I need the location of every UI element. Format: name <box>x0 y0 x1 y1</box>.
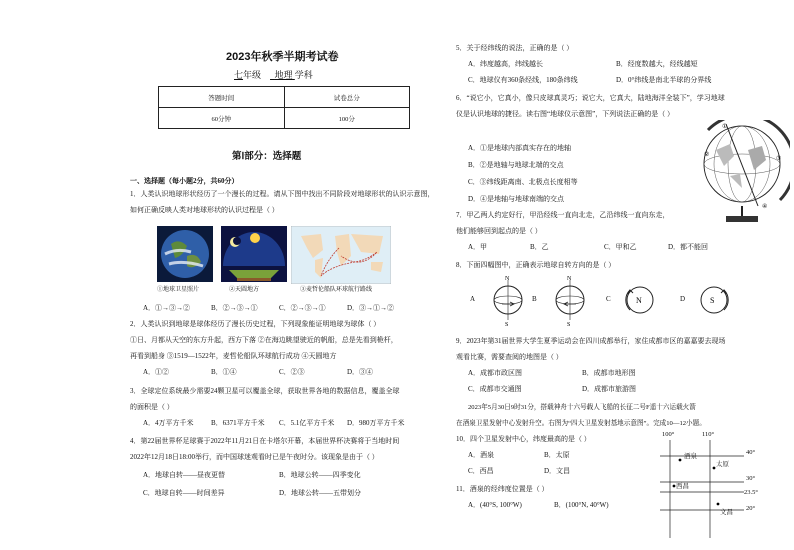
q4-line2: 2022年12月18日18:00举行，而中国球迷观看时已是午夜时分。该现象是由于（ ） <box>130 453 379 461</box>
q8-line1: 8．下面四幅图中，正确表示地球自转方向的是（ ） <box>456 261 616 269</box>
site-jiuquan: 酒泉 <box>684 453 697 460</box>
q3-option-d[interactable]: D．980万平方千米 <box>347 419 405 427</box>
q5-option-c[interactable]: C．地球仪有360条经线，180条纬线 <box>468 76 578 84</box>
q6-option-b[interactable]: B．②是地轴与地球北端的交点 <box>468 161 564 169</box>
svg-text:S: S <box>710 296 715 305</box>
q9-line1: 9．2023年第31届世界大学生夏季运动会在四川成都举行，家住成都市区的嘉嘉要去现场 <box>456 337 726 345</box>
grade-line: 七年级 地理 学科 <box>234 70 313 80</box>
q1-option-d[interactable]: D．③→①→② <box>347 304 395 312</box>
svg-text:②: ② <box>704 152 710 158</box>
q3-line2: 的面积是（ ） <box>130 403 174 411</box>
page-title: 2023年秋季半期考试卷 <box>226 51 339 63</box>
q1-option-b[interactable]: B．②→③→① <box>211 304 258 312</box>
q10-option-d[interactable]: D．文昌 <box>544 467 571 475</box>
q11-line1: 11．酒泉的经纬度位置是（ ） <box>456 485 549 493</box>
q2-line1: 2．人类认识到地球是球体经历了漫长历史过程，下列现象能证明地球为球体（ ） <box>130 320 381 328</box>
round-sky-square-earth-image <box>221 226 287 282</box>
map-lat-30: 30° <box>746 475 756 482</box>
svg-text:N: N <box>567 276 572 282</box>
svg-text:N: N <box>636 296 642 305</box>
q6-option-d[interactable]: D．④是地轴与地球南端的交点 <box>468 195 565 203</box>
answer-time-header: 答题时间 <box>159 87 285 108</box>
q2-line2: ①日、月都从天空的东方升起，西方下落 ②在海边眺望驶近的帆船，总是先看到桅杆， <box>130 336 398 344</box>
q7-line2: 他们能够回到起点的是（ ） <box>456 227 542 235</box>
q9-option-c[interactable]: C．成都市交通图 <box>468 385 522 393</box>
q4-option-b[interactable]: B．地球公转——四季变化 <box>279 471 361 479</box>
q1-option-c[interactable]: C．②→③→① <box>279 304 326 312</box>
site-wenchang: 文昌 <box>720 509 733 516</box>
q7-option-d[interactable]: D．都不能回 <box>668 243 709 251</box>
q9-option-d[interactable]: D．成都市旅游图 <box>582 385 637 393</box>
q3-option-a[interactable]: A．4万平方千米 <box>143 419 194 427</box>
svg-text:S: S <box>505 322 509 328</box>
section1-heading: 一、选择题（每小题2分，共60分） <box>130 177 239 185</box>
q10-option-c[interactable]: C．西昌 <box>468 467 494 475</box>
q1-line2: 如何正确反映人类对地球形状的认识过程是（ ） <box>130 206 279 214</box>
passage-line1: 2023年5月30日9时31分，搭载神舟十六号载人飞船的长征二号F遥十六运载火箭 <box>468 404 696 411</box>
q1-caption-1: ①地球卫星照片 <box>157 287 200 293</box>
site-taiyuan: 太原 <box>716 461 729 468</box>
part1-heading: 第Ⅰ部分：选择题 <box>232 151 302 162</box>
map-lon-100: 100° <box>662 431 675 438</box>
q2-option-a[interactable]: A．①② <box>143 368 170 376</box>
info-table <box>158 86 410 129</box>
rotation-diagrams <box>482 276 782 328</box>
map-lat-40: 40° <box>746 449 756 456</box>
diagram-label-a[interactable]: A <box>470 295 476 303</box>
svg-text:①: ① <box>722 124 728 130</box>
site-xichang: 西昌 <box>676 483 689 490</box>
diagram-label-c[interactable]: C <box>606 295 611 303</box>
answer-time-value: 60分钟 <box>159 108 285 129</box>
earth-satellite-image <box>157 226 213 282</box>
q3-line1: 3．全球定位系统最少需要24颗卫星可以覆盖全球，获取世界各地的数据信息，覆盖全球 <box>130 387 400 395</box>
q4-line1: 4．第22届世界杯足球赛于2022年11月21日在卡塔尔开幕，本届世界杯决赛将于当地时间 <box>130 437 400 445</box>
q6-line2: 仪是认识地球的捷径。读右图“地球仪示意图”，下列说法正确的是（ ） <box>456 110 674 118</box>
q4-option-c[interactable]: C．地球自转——时间差异 <box>143 489 225 497</box>
q11-option-b[interactable]: B．(100°N, 40°W) <box>554 501 609 509</box>
q9-option-a[interactable]: A．成都市政区图 <box>468 369 523 377</box>
q5-line1: 5．关于经纬线的说法，正确的是（ ） <box>456 44 574 52</box>
svg-text:④: ④ <box>762 204 768 210</box>
q1-caption-2: ②天圆地方 <box>229 287 260 293</box>
total-score-header: 试卷总分 <box>284 87 410 108</box>
q1-line1: 1．人类认识地球形状经历了一个漫长的过程。请从下图中找出不同阶段对地球形状的认识示意图， <box>130 190 435 198</box>
diagram-a <box>494 276 522 328</box>
svg-text:N: N <box>505 276 510 282</box>
q3-option-b[interactable]: B．6371平方千米 <box>211 419 265 427</box>
diagram-label-b[interactable]: B <box>532 295 537 303</box>
diagram-label-d[interactable]: D <box>680 295 686 303</box>
q11-option-a[interactable]: A．(40°S, 100°W) <box>468 501 522 509</box>
q10-option-a[interactable]: A．酒泉 <box>468 451 495 459</box>
q7-option-a[interactable]: A．甲 <box>468 243 488 251</box>
q2-option-c[interactable]: C．②③ <box>279 368 305 376</box>
q7-line1: 7．甲乙两人约定好行，甲沿经线一直向北走，乙沿纬线一直向东走， <box>456 211 670 219</box>
q6-option-a[interactable]: A．①是地球内部真实存在的地轴 <box>468 144 572 152</box>
q9-line2: 观看比赛，需要查阅的地图是（ ） <box>456 353 563 361</box>
q5-option-d[interactable]: D．0°纬线是南北半球的分界线 <box>616 76 712 84</box>
q4-option-d[interactable]: D．地球公转——五带划分 <box>279 489 362 497</box>
q5-option-b[interactable]: B．经度数越大，经线越短 <box>616 60 698 68</box>
q9-option-b[interactable]: B．成都市地形图 <box>582 369 636 377</box>
q1-caption-3: ③麦哲伦船队环球航行路线 <box>300 287 373 293</box>
q2-option-b[interactable]: B．①④ <box>211 368 237 376</box>
svg-text:S: S <box>567 322 571 328</box>
map-lat-23-5: 23.5° <box>744 489 758 496</box>
q7-option-b[interactable]: B．乙 <box>530 243 549 251</box>
map-lat-20: 20° <box>746 505 756 512</box>
map-lon-110: 110° <box>702 431 715 438</box>
svg-text:③: ③ <box>776 156 782 162</box>
passage-line2: 在酒泉卫星发射中心发射升空。右图为“四大卫星发射基地示意图”。完成10—12小题。 <box>456 420 706 427</box>
q5-option-a[interactable]: A．纬度越高，纬线越长 <box>468 60 544 68</box>
q6-line1: 6．“说它小，它真小，像只皮球真灵巧；说它大，它真大，陆地海洋全装下”，学习地球 <box>456 94 725 102</box>
magellan-route-map <box>291 226 391 284</box>
globe-figure <box>696 120 790 226</box>
q1-option-a[interactable]: A．①→③→② <box>143 304 191 312</box>
q3-option-c[interactable]: C．5.1亿平方千米 <box>279 419 335 427</box>
total-score-value: 100分 <box>284 108 410 129</box>
q10-option-b[interactable]: B．太原 <box>544 451 570 459</box>
q10-line1: 10．四个卫星发射中心，纬度最高的是（ ） <box>456 435 591 443</box>
q4-option-a[interactable]: A．地球自转——昼夜更替 <box>143 471 226 479</box>
q7-option-c[interactable]: C．甲和乙 <box>604 243 637 251</box>
q2-option-d[interactable]: D．③④ <box>347 368 374 376</box>
q2-line3: 再看到船身 ③1519—1522年，麦哲伦船队环球航行成功 ④天圆地方 <box>130 352 337 360</box>
q6-option-c[interactable]: C．③纬线距离南、北极点长度相等 <box>468 178 578 186</box>
